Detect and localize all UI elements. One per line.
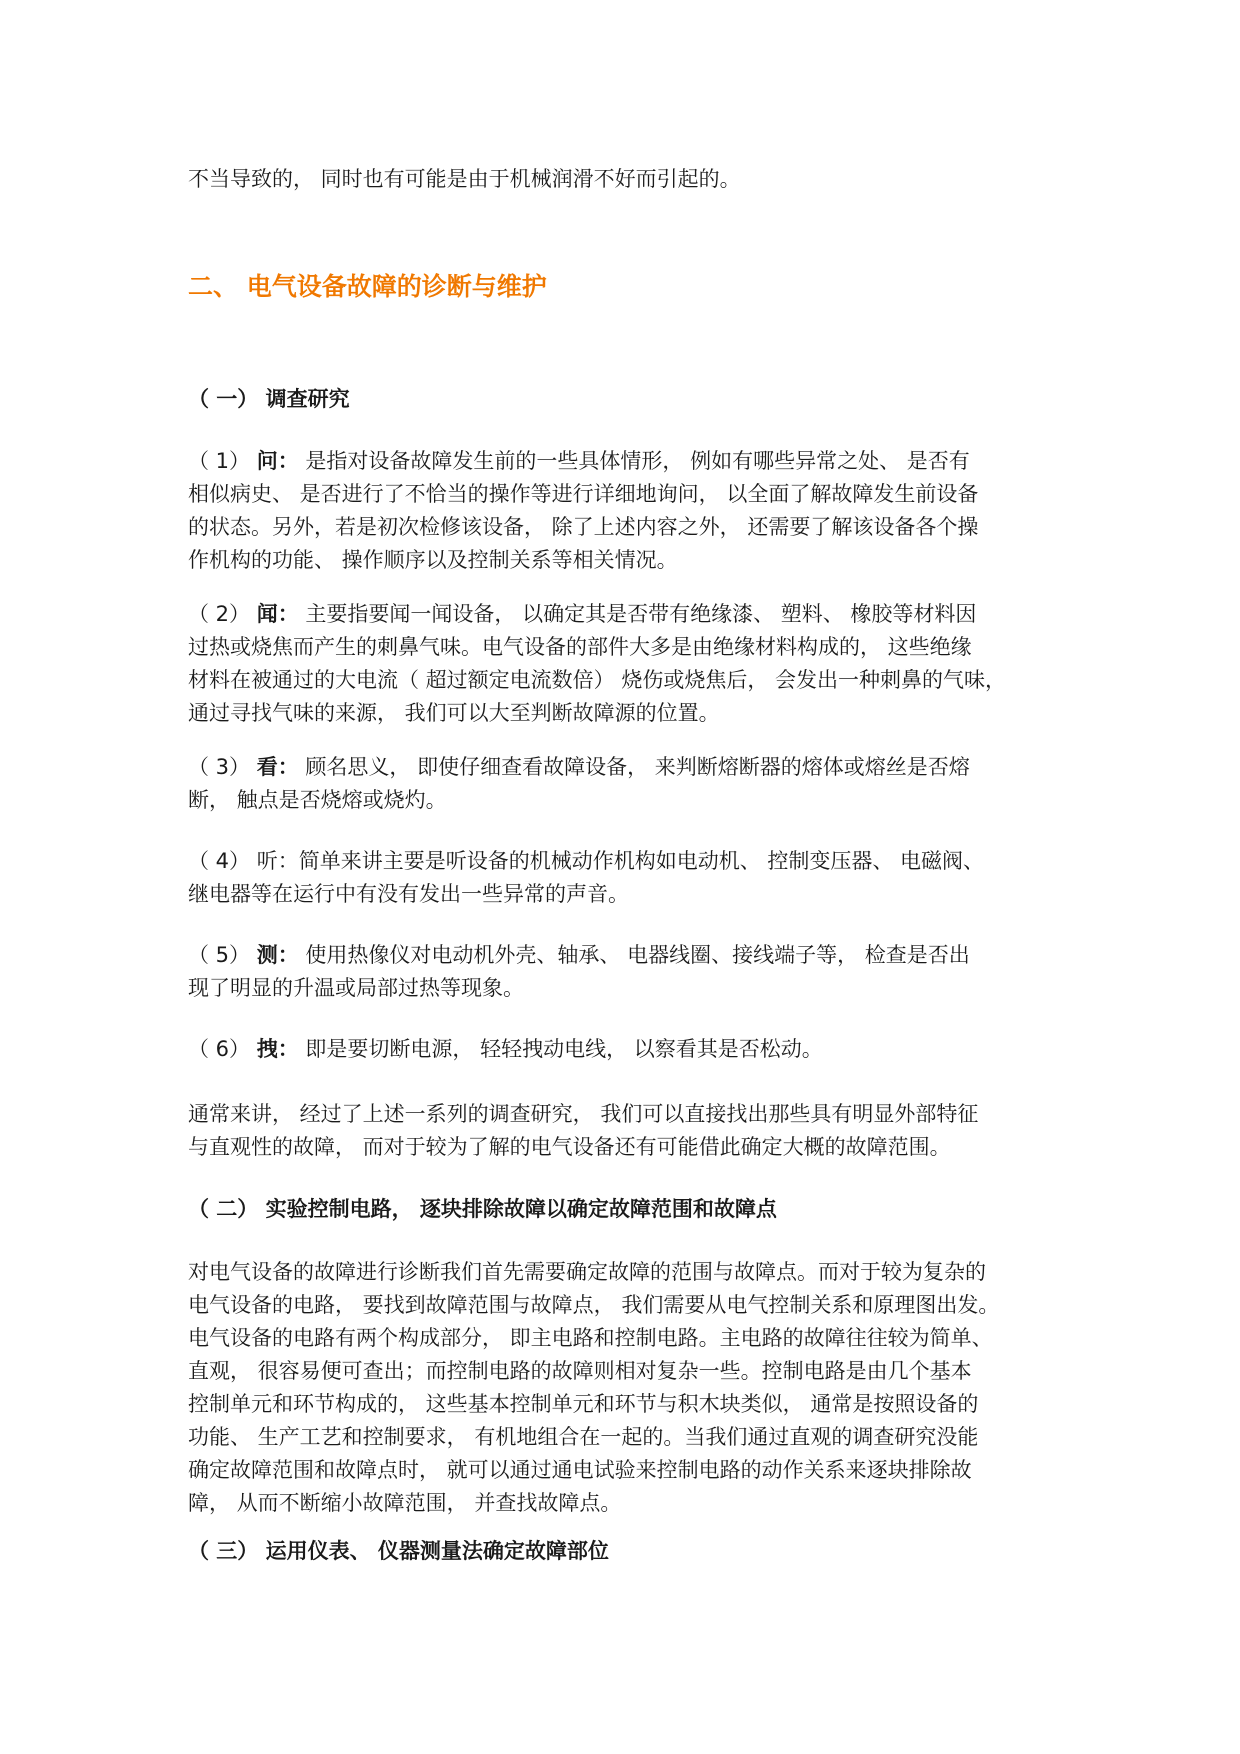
intro-line: 不当导致的， 同时也有可能是由于机械润滑不好而引起的。: [188, 167, 741, 191]
item-1-line-1: [188, 445, 1088, 478]
item-2-line-3: 材料在被通过的大电流（ 超过额定电流数倍） 烧伤或烧焦后， 会发出一种刺鼻的气味，: [188, 668, 1007, 692]
item-6-line-1: [188, 1033, 1088, 1066]
para2-line-8: 障， 从而不断缩小故障范围， 并查找故障点。: [188, 1491, 622, 1515]
item-2-line-4: 通过寻找气味的来源， 我们可以大至判断故障源的位置。: [188, 701, 720, 725]
summary-line-2: 与直观性的故障， 而对于较为了解的电气设备还有可能借此确定大概的故障范围。: [188, 1135, 951, 1159]
item-3-line-2: 断， 触点是否烧熔或烧灼。: [188, 788, 447, 812]
item-3-keyword: 看：: [256, 755, 299, 779]
item-2-paragraph: [188, 598, 1088, 730]
section-title: 二、 电气设备故障的诊断与维护: [188, 272, 547, 301]
item-6-paragraph: [188, 1033, 1088, 1066]
item-4-paragraph: [188, 845, 1088, 911]
subsection-title-2: （ 二） 实验控制电路， 逐块排除故障以确定故障范围和故障点: [188, 1197, 777, 1221]
item-6-text: 即是要切断电源， 轻轻拽动电线， 以察看其是否松动。: [298, 1037, 823, 1061]
item-1-prefix: （ 1）: [188, 449, 257, 473]
para2-line-7: 确定故障范围和故障点时， 就可以通过通电试验来控制电路的动作关系来逐块排除故: [188, 1458, 972, 1482]
summary-paragraph: [188, 1098, 1088, 1164]
item-1-line-3: 的状态。另外，若是初次检修该设备， 除了上述内容之外， 还需要了解该设备各个操: [188, 515, 979, 539]
para2-line-2: 电气设备的电路， 要找到故障范围与故障点， 我们需要从电气控制关系和原理图出发。: [188, 1293, 1000, 1317]
item-1-text: 是指对设备故障发生前的一些具体情形， 例如有哪些异常之处、 是否有: [298, 449, 970, 473]
section-2-paragraph: [188, 1256, 1088, 1520]
para2-line-4: 直观， 很容易便可查出；而控制电路的故障则相对复杂一些。控制电路是由几个基本: [188, 1359, 972, 1383]
para2-line-3: 电气设备的电路有两个构成部分， 即主电路和控制电路。主电路的故障往往较为简单、: [188, 1326, 993, 1350]
item-3-text: 顾名思义， 即使仔细查看故障设备， 来判断熔断器的熔体或熔丝是否熔: [298, 755, 970, 779]
para2-line-5: 控制单元和环节构成的， 这些基本控制单元和环节与积木块类似， 通常是按照设备的: [188, 1392, 979, 1416]
item-5-text: 使用热像仪对电动机外壳、轴承、 电器线圈、接线端子等， 检查是否出: [298, 943, 970, 967]
item-1-line-2: 相似病史、 是否进行了不恰当的操作等进行详细地询问， 以全面了解故障发生前设备: [188, 482, 979, 506]
item-6-keyword: 拽：: [256, 1037, 299, 1061]
intro-paragraph: [188, 163, 1088, 196]
item-5-keyword: 测：: [256, 943, 299, 967]
item-3-line-1: [188, 751, 1088, 784]
item-2-keyword: 闻：: [256, 602, 299, 626]
item-1-keyword: 问：: [256, 449, 299, 473]
item-1-line-4: 作机构的功能、 操作顺序以及控制关系等相关情况。: [188, 548, 678, 572]
item-3-prefix: （ 3）: [188, 755, 257, 779]
item-4-line-1: （ 4） 听：简单来讲主要是听设备的机械动作机构如电动机、 控制变压器、 电磁阀、: [188, 849, 985, 873]
item-5-line-2: 现了明显的升温或局部过热等现象。: [188, 976, 524, 1000]
para2-line-6: 功能、 生产工艺和控制要求， 有机地组合在一起的。当我们通过直观的调查研究没能: [188, 1425, 979, 1449]
item-1-paragraph: [188, 445, 1088, 577]
subsection-title-3: （ 三） 运用仪表、 仪器测量法确定故障部位: [188, 1539, 609, 1563]
item-3-paragraph: [188, 751, 1088, 817]
item-2-line-2: 过热或烧焦而产生的刺鼻气味。电气设备的部件大多是由绝缘材料构成的， 这些绝缘: [188, 635, 972, 659]
summary-line-1: 通常来讲， 经过了上述一系列的调查研究， 我们可以直接找出那些具有明显外部特征: [188, 1102, 979, 1126]
item-6-prefix: （ 6）: [188, 1037, 257, 1061]
item-2-line-1: [188, 598, 1088, 631]
para2-line-1: 对电气设备的故障进行诊断我们首先需要确定故障的范围与故障点。而对于较为复杂的: [188, 1260, 986, 1284]
item-5-line-1: [188, 939, 1088, 972]
item-2-text: 主要指要闻一闻设备， 以确定其是否带有绝缘漆、 塑料、 橡胶等材料因: [298, 602, 977, 626]
item-5-paragraph: [188, 939, 1088, 1005]
item-5-prefix: （ 5）: [188, 943, 257, 967]
subsection-title-1: （ 一） 调查研究: [188, 387, 350, 411]
item-4-line-2: 继电器等在运行中有没有发出一些异常的声音。: [188, 882, 629, 906]
item-2-prefix: （ 2）: [188, 602, 257, 626]
